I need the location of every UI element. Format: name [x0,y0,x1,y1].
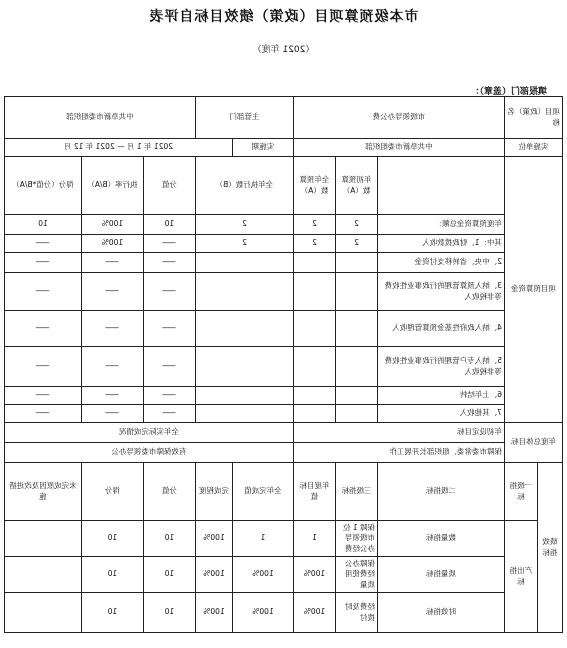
perf-header-target: 年度目标值 [293,463,335,521]
budget-row-score-value: 10 [143,215,195,235]
budget-row-exec: 2 [195,235,293,253]
budget-row-exec [195,253,293,273]
perf-header-actual: 全年完成值 [232,463,293,521]
budget-row-full [293,311,335,347]
perf-row-actual: 100% [232,557,293,593]
budget-row-full [293,273,335,311]
evaluation-table [4,96,563,633]
perf-row-l2: 数量指标 [378,521,505,557]
budget-row-score: —— [4,235,81,253]
perf-row-reason [4,557,81,593]
budget-row-label: 6、上年结转 [378,387,505,405]
budget-row-exec [195,347,293,387]
budget-row-score: —— [4,387,81,405]
perf-header-degree: 完成程度 [195,463,232,521]
perf-header-l2: 二级指标 [378,463,505,521]
budget-row-rate: 100% [81,235,143,253]
budget-row-score-value: —— [143,273,195,311]
budget-row-full: 2 [293,215,335,235]
perf-header-l3: 三级指标 [336,463,378,521]
perf-row-target: 100% [293,557,335,593]
budget-row-rate: —— [81,405,143,423]
budget-row-plan: 2 [336,235,378,253]
budget-row-full [293,387,335,405]
perf-row-reason [4,521,81,557]
budget-header-score: 得分（分值*B/A） [4,157,81,215]
period-label: 实施期 [232,139,293,157]
goals-actual-label: 全年实际完成情况 [4,423,293,443]
perf-row-target: 1 [293,521,335,557]
perf-row-l3: 经费及时拨付 [336,593,378,633]
perf-row-l3: 保障办公经费使用质量 [336,557,378,593]
budget-header-full-year: 全年预算数（A） [293,157,335,215]
budget-row-exec [195,273,293,311]
perf-section-label: 绩效指标 [538,463,563,633]
goals-planned-value: 保障市委常委、组织部长开展工作 [293,443,504,463]
perf-row-l2: 质量指标 [378,557,505,593]
budget-row-label: 5、纳入专户管理的行政事业性收费等非税收入 [378,347,505,387]
budget-row-exec [195,311,293,347]
budget-row-full [293,253,335,273]
perf-row-actual: 1 [232,521,293,557]
perf-header-score-value: 分值 [143,463,195,521]
perf-row-reason [4,593,81,633]
budget-row-score-value: —— [143,387,195,405]
budget-header-score-value: 分值 [143,157,195,215]
perf-row-l2: 时效指标 [378,593,505,633]
project-name: 市级领导办公费 [293,97,504,139]
goals-section-label: 年度总体目标 [505,423,563,463]
budget-header-exec: 全年执行数（B） [195,157,293,215]
budget-row-score: —— [4,273,81,311]
perf-row-score: 10 [81,593,143,633]
perf-row-degree: 100% [195,557,232,593]
project-name-label: 项目（政策）名称 [505,97,563,139]
budget-row-plan [336,273,378,311]
budget-row-full [293,405,335,423]
budget-row-score-value: —— [143,405,195,423]
budget-row-label: 7、其他收入 [378,405,505,423]
perf-row-score: 10 [81,521,143,557]
budget-row-score: —— [4,311,81,347]
budget-row-plan [336,387,378,405]
budget-row-rate: —— [81,253,143,273]
budget-row-plan [336,347,378,387]
budget-row-exec [195,405,293,423]
budget-row-label: 3、纳入预算管理的行政事业性收费等非税收入 [378,273,505,311]
year-note: （2021 年度） [252,45,315,55]
perf-row-score-value: 10 [143,557,195,593]
budget-row-rate: —— [81,347,143,387]
budget-header-plan: 年初预算数（A） [336,157,378,215]
budget-row-full: 2 [293,235,335,253]
budget-row-rate: —— [81,273,143,311]
perf-l1-output: 产出指标 [505,521,538,633]
budget-row-score-value: —— [143,253,195,273]
budget-row-score-value: —— [143,311,195,347]
period-value: 2021 年 1 月 — 2021 年 12 月 [4,139,232,157]
budget-row-plan [336,311,378,347]
budget-row-score: 10 [4,215,81,235]
supervisor-value: 中共阜新市委组织部 [4,97,195,139]
budget-row-rate: —— [81,311,143,347]
supervisor-label: 主管部门 [195,97,293,139]
budget-row-label: 2、中央、省转移支付资金 [378,253,505,273]
perf-row-score: 10 [81,557,143,593]
department-label: 填报部门（盖章）： [470,87,547,97]
goals-actual-value: 有效保障市委领导办公 [4,443,293,463]
budget-section-label: 项目预算资金 [505,157,563,423]
perf-row-degree: 100% [195,521,232,557]
budget-row-exec: 2 [195,215,293,235]
impl-unit-value: 中共阜新市委组织部 [293,139,504,157]
budget-row-label: 4、纳入政府性基金预算管理收入 [378,311,505,347]
impl-unit-label: 实施单位 [505,139,563,157]
perf-row-actual: 100% [232,593,293,633]
budget-row-score: —— [4,405,81,423]
perf-row-score-value: 10 [143,521,195,557]
goals-planned-label: 年初设定目标 [293,423,504,443]
perf-row-degree: 100% [195,593,232,633]
budget-row-score-value: —— [143,235,195,253]
budget-row-score-value: —— [143,347,195,387]
budget-row-rate: —— [81,387,143,405]
budget-row-label: 年度预算资金总额： [378,215,505,235]
budget-row-exec [195,387,293,405]
perf-row-l3: 保障 1 位市级领导办公经费 [336,521,378,557]
perf-header-reason: 未完成原因及改进措施 [4,463,81,521]
budget-row-full [293,347,335,387]
budget-row-label: 其中：1、财政拨款收入 [378,235,505,253]
perf-header-score: 得分 [81,463,143,521]
budget-row-score: —— [4,347,81,387]
budget-row-score: —— [4,253,81,273]
perf-row-score-value: 10 [143,593,195,633]
document-title: 市本级预算项目（政策）绩效目标自评表 [148,9,419,25]
budget-row-plan: 2 [336,215,378,235]
budget-row-plan [336,253,378,273]
budget-header-exec-rate: 执行率（B/A） [81,157,143,215]
budget-row-plan [336,405,378,423]
budget-row-rate: 100% [81,215,143,235]
perf-row-target: 100% [293,593,335,633]
perf-header-l1: 一级指标 [505,463,538,521]
